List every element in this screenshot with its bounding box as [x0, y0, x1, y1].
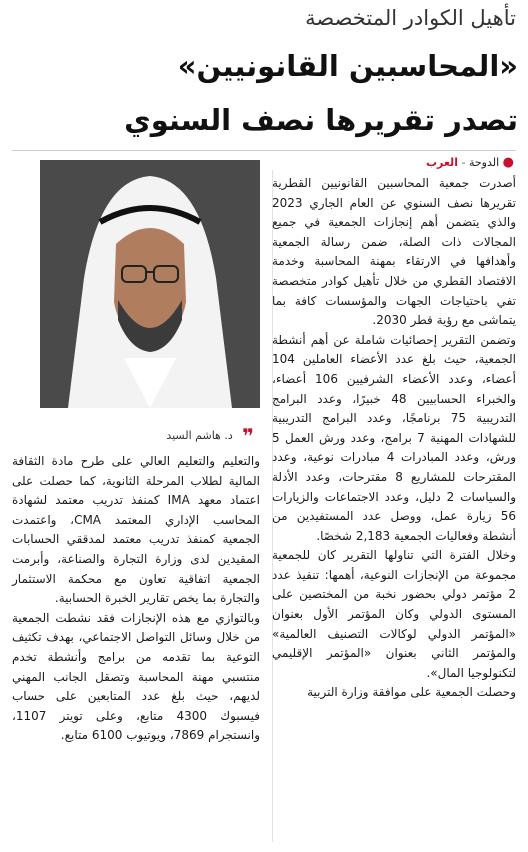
photo-caption [54, 424, 254, 448]
dateline [284, 154, 514, 172]
paragraph: وتضمن التقرير إحصائيات شاملة عن أهم أنشطة الجمعية، حيث بلغ عدد الأعضاء العاملين 104 أعضاء، وعدد الأعضاء الشرفيين 106 أعضاء، والخبراء الحسابيين 48 خبيرًا، وعدد البرامج التدريبية 75 برنامجًا، وعدد البرامج التدريبية للشهادات المهنية 7 برامج، وعدد ورش العمل 5 ورش، وعدد المبادرات 4 مبادرات نوعية، وعدد المقترحات للمشاريع 8 مقترحات، وعدد الأدلة والسياسات 2 دليل، وعدد الاجتماعات والزيارات 56 زيارة عمل، ووصل عدد المستفيدين من أنشطة وفعاليات الجمعية 2,183 شخصًا. [272, 332, 516, 543]
article-right-column [272, 174, 516, 703]
quote-mark-icon: ❞ [242, 424, 254, 448]
paragraph: والتعليم والتعليم العالي على طرح مادة الثقافة المالية لطلاب المرحلة الثانوية، كما حصلت على اعتماد معهد IMA كمنفذ تدريب معتمد لشهادة المحاسب الإداري المعتمد CMA، واعتمدت الجمعية كمنفذ تدريب معتمد لمدققي الحسابات المقيدين لدى وزارة التجارة والصناعة، وأبرمت الجمعية اتفاقية تعاون مع محكمة الاستثمار والتجارة بما يخص تقارير الخبرة الحسابية. [12, 454, 260, 606]
paragraph: أصدرت جمعية المحاسبين القانونيين القطرية تقريرها نصف السنوي عن العام الجاري 2023 والذي يتضمن أهم إنجازات الجمعية في جميع المجالات ذات الصلة، ضمن رسالة الجمعية وأهدافها في الارتقاء بمهنة المحاسبة وخدمة الاقتصاد القطري من خلال تأهيل كوادر متخصصة تفي باحتياجات الجهات والمؤسسات كافة بما يتماشى مع رؤية قطر 2030. [272, 176, 516, 328]
paragraph: وحصلت الجمعية على موافقة وزارة التربية [307, 685, 516, 700]
dateline-city: الدوحة [468, 156, 500, 169]
paragraph: وخلال الفترة التي تناولها التقرير كان للجمعية مجموعة من الإنجازات النوعية، أهمها: تنفيذ عدد 2 مؤتمر دولي بحضور نخبة من المختصين على المستوى الدولي وكان المؤتمر الأول بعنوان «المؤتمر الدولي لوكالات التصنيف العالمية» والمؤتمر الثاني بعنوان «المؤتمر الإقليمي لتكنولوجيا المال». [272, 548, 516, 680]
article-headline-line2: تصدر تقريرها نصف السنوي [124, 103, 518, 137]
dateline-brand: العرب [425, 156, 458, 169]
article-left-column [12, 452, 260, 746]
dateline-dot-icon: ● [502, 155, 514, 170]
dateline-separator: - [461, 156, 466, 169]
headline-rule [12, 150, 516, 151]
article-headline-line1: «المحاسبين القانونيين» [177, 49, 518, 83]
portrait-illustration [40, 160, 260, 408]
article-kicker: تأهيل الكوادر المتخصصة [305, 6, 516, 30]
photo-caption-text: د. هاشم السيد [166, 429, 233, 442]
portrait-photo [40, 160, 260, 408]
paragraph: وبالتوازي مع هذه الإنجازات فقد نشطت الجمعية من خلال وسائل التواصل الاجتماعي، بهدف تكثيف التوعية بما تقدمه من برامج وأنشطة تخدم منتسبي مهنة المحاسبة وتصقل الجانب المهني لديهم، حيث بلغ عدد المتابعين على حساب فيسبوك 4300 متابع، وعلى تويتر 1107، وانستجرام 7869، ويوتيوب 6100 متابع. [12, 610, 260, 743]
